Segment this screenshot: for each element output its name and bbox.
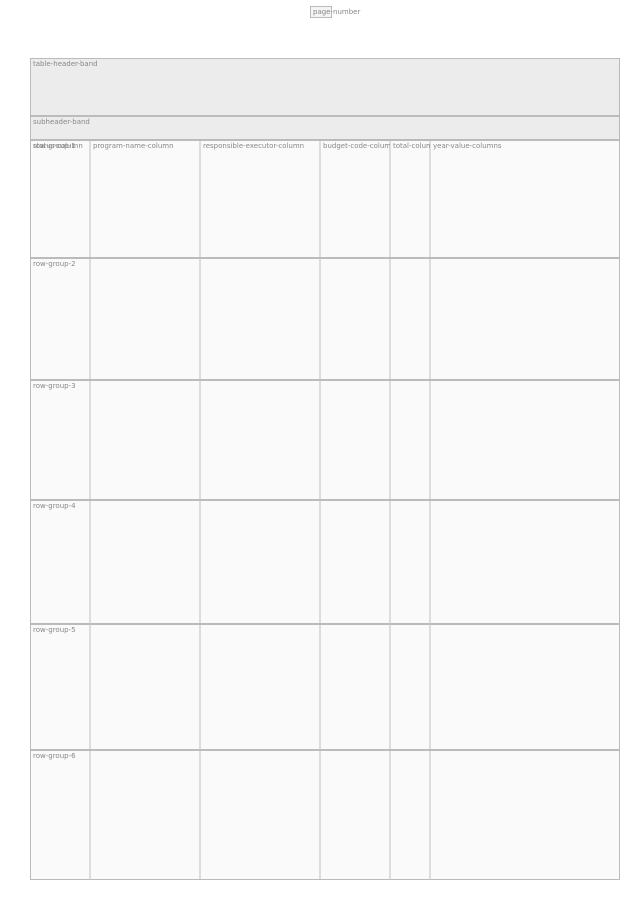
row-group-5 [30, 624, 620, 750]
row-group-1 [30, 140, 620, 258]
page-number [310, 6, 332, 18]
table-header-band [30, 58, 620, 116]
row-group-2 [30, 258, 620, 380]
row-group-4 [30, 500, 620, 624]
subheader-band [30, 116, 620, 140]
row-group-3 [30, 380, 620, 500]
row-group-6 [30, 750, 620, 880]
